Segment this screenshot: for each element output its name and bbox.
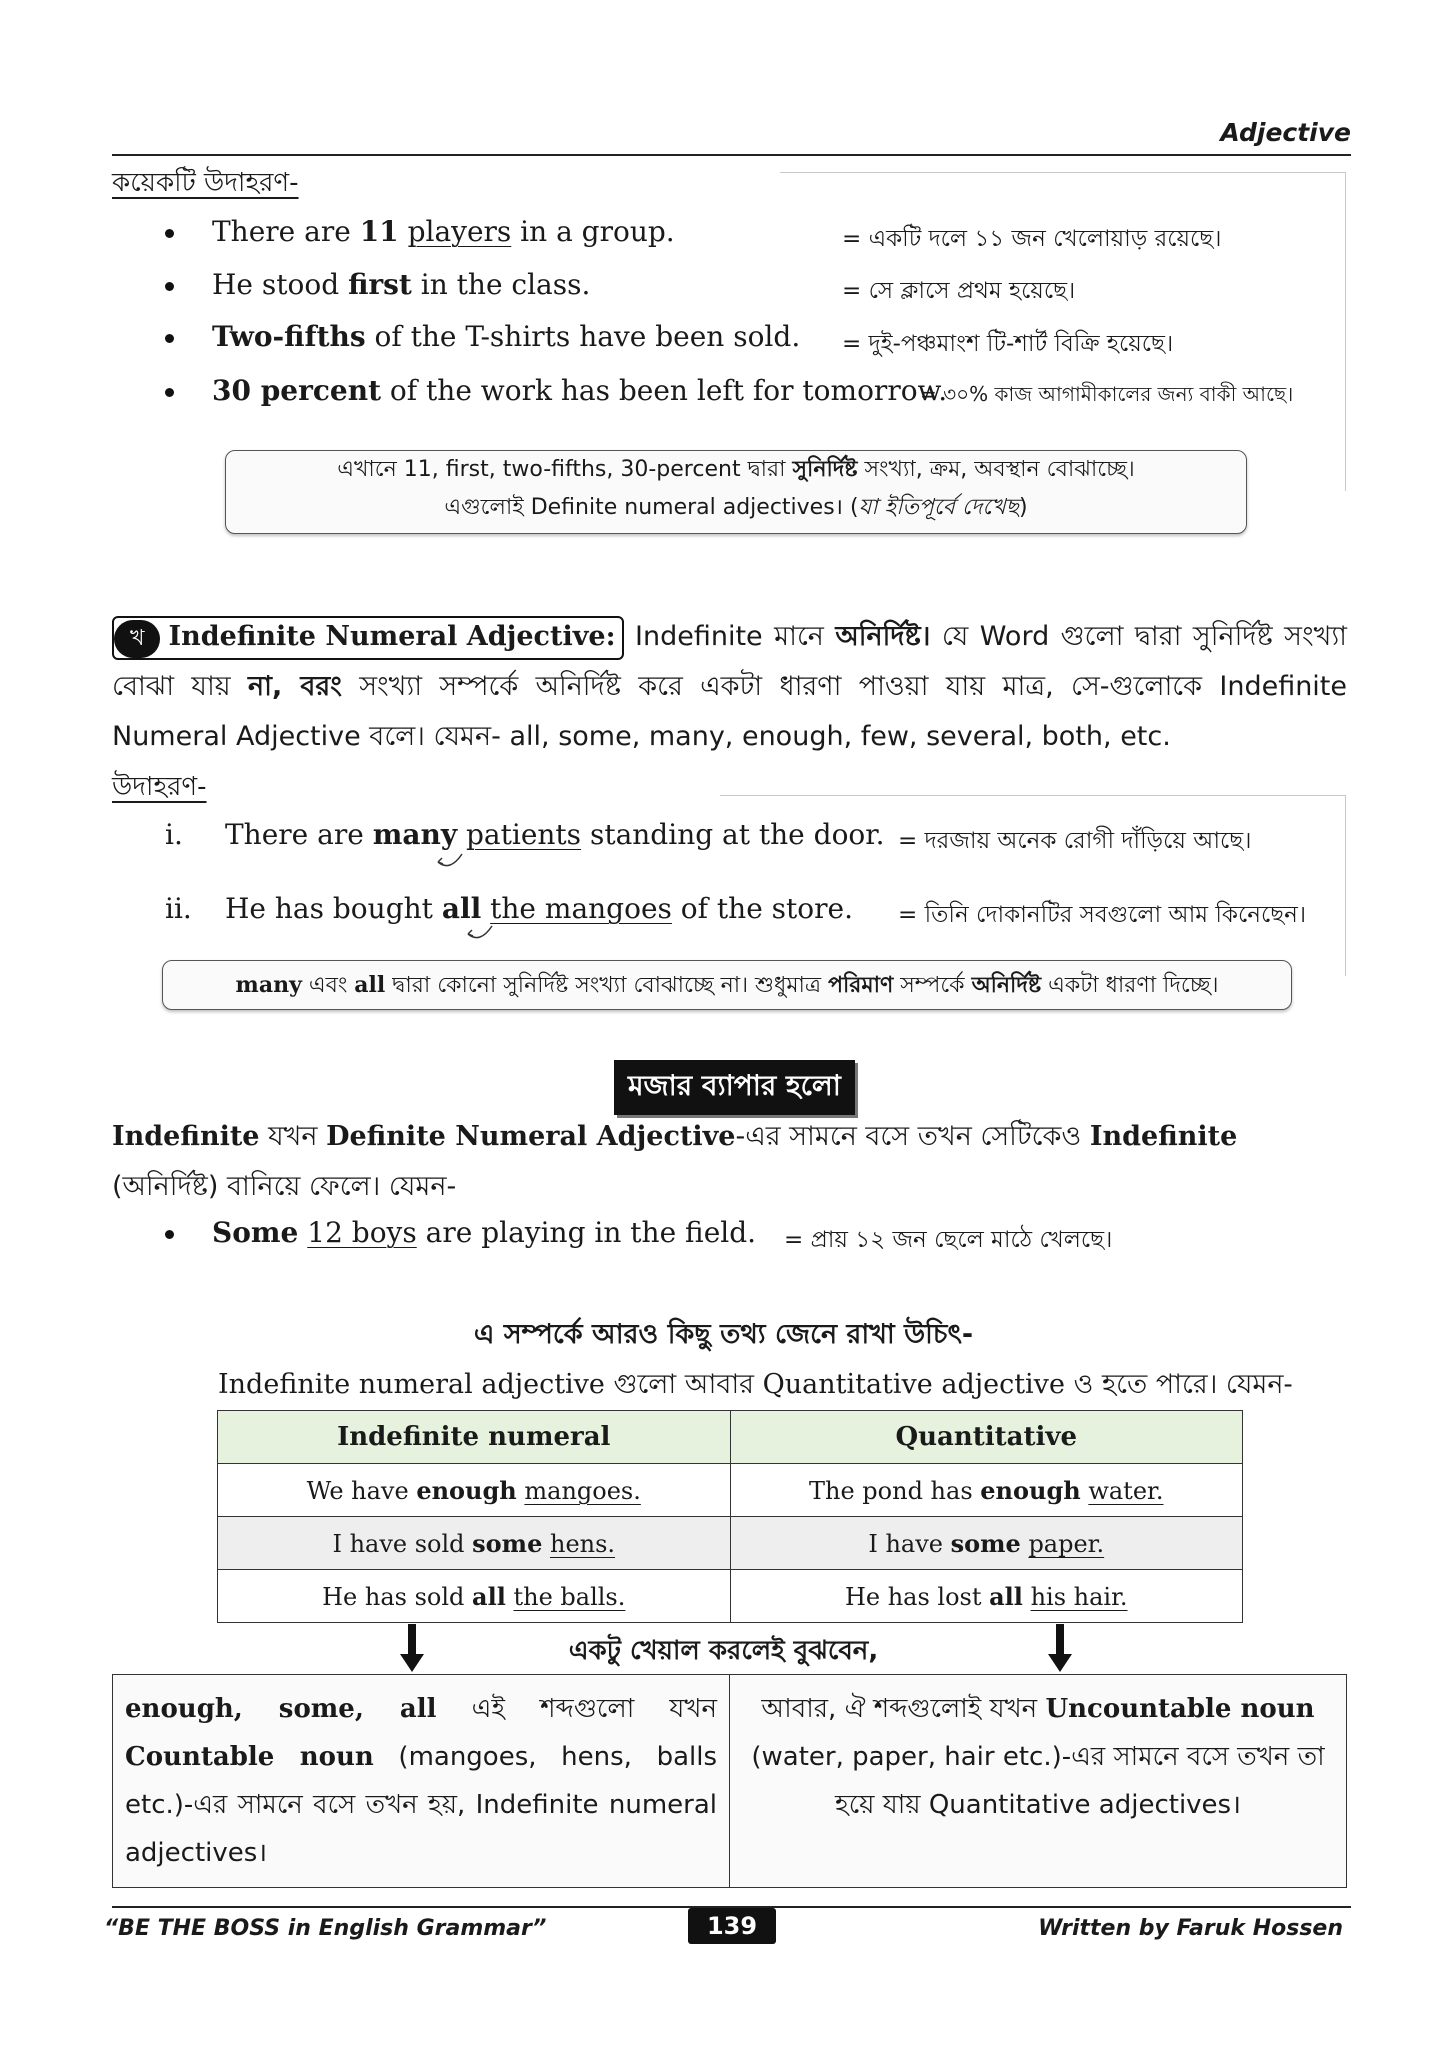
curved-arrow-icon [462, 922, 502, 946]
example-translation: = ৩০% কাজ আগামীকালের জন্য বাকী আছে। [920, 382, 1294, 406]
table-cell: I have sold some hens. [218, 1517, 731, 1570]
example-row: There are 11 players in a group. [165, 215, 675, 248]
table-row [218, 1464, 1243, 1517]
table-header-quantitative: Quantitative [730, 1411, 1243, 1464]
countable-explanation: enough, some, all এই শব্দগুলো যখন Countable noun (mangoes, hens, balls etc.)-এর সামনে বসে তখন হয়, Indefinite numeral adjectives। [113, 1675, 730, 1888]
explanation-table [112, 1674, 1347, 1888]
table-cell: He has sold all the balls. [218, 1570, 731, 1623]
examples-label-2: উদাহরণ- [112, 772, 207, 802]
page-number: 139 [688, 1908, 776, 1944]
bullet-icon [165, 1230, 174, 1239]
example-row: Two-fifths of the T-shirts have been sold. [165, 320, 800, 353]
section-tag: খ Indefinite Numeral Adjective: [112, 616, 624, 660]
indefinite-note-box: many এবং all দ্বারা কোনো সুনির্দিষ্ট সংখ্যা বোঝাচ্ছে না। শুধুমাত্র পরিমাণ সম্পর্কে অনির্দিষ্ট একটা ধারণা দিচ্ছে। [162, 960, 1292, 1010]
table-cell: He has lost all his hair. [730, 1570, 1243, 1623]
bullet-icon [165, 282, 174, 291]
quantitative-intro: Indefinite numeral adjective গুলো আবার Quantitative adjective ও হতে পারে। যেমন- [218, 1369, 1293, 1400]
examples-label: কয়েকটি উদাহরণ- [112, 168, 299, 198]
page-header-title: Adjective [1220, 118, 1351, 147]
curved-arrow-icon [432, 850, 472, 874]
down-arrow-icon [1046, 1624, 1074, 1674]
example-row: Some 12 boys are playing in the field. [165, 1216, 756, 1249]
example-row: He stood first in the class. [165, 268, 590, 301]
table-row [218, 1517, 1243, 1570]
definite-note-box [225, 450, 1247, 534]
example-translation: = একটি দলে ১১ জন খেলোয়াড় রয়েছে। [842, 226, 1222, 252]
table-cell: The pond has enough water. [730, 1464, 1243, 1517]
table-row [218, 1570, 1243, 1623]
section-letter-badge: খ [114, 620, 160, 658]
note-line-2: এগুলোই Definite numeral adjectives। (যা ইতিপূর্বে দেখেছ) [444, 495, 1028, 520]
bullet-icon [165, 334, 174, 343]
example-translation: = দুই-পঞ্চমাংশ টি-শার্ট বিক্রি হয়েছে। [842, 331, 1174, 357]
example-translation: = তিনি দোকানটির সবগুলো আম কিনেছেন। [898, 902, 1307, 928]
indefinite-definition: খ Indefinite Numeral Adjective: Indefinite মানে অনির্দিষ্ট। যে Word গুলো দ্বারা সুনির্দিষ্ট সংখ্যা বোঝা যায় না, বরং সংখ্যা সম্পর্কে অনির্দিষ্ট করে একটা ধারণা পাওয়া যায় মাত্র, সে-গুলোকে Indefinite Numeral Adjective বলে। যেমন- all, some, many, enough, few, several, both, etc. [112, 612, 1347, 762]
bullet-icon [165, 229, 174, 238]
book-title: “BE THE BOSS in English Grammar” [104, 1916, 547, 1941]
example-row: ii. He has bought all the mangoes of the store. [165, 892, 854, 925]
more-info-title: এ সম্পর্কে আরও কিছু তথ্য জেনে রাখা উচিৎ- [473, 1319, 974, 1350]
notice-text: একটু খেয়াল করলেই বুঝবেন, [568, 1636, 879, 1666]
uncountable-explanation: আবার, ঐ শব্দগুলোই যখন Uncountable noun (water, paper, hair etc.)-এর সামনে বসে তখন তা হয়ে যায় Quantitative adjectives। [730, 1675, 1347, 1888]
fun-fact-title: মজার ব্যাপার হলো [614, 1060, 855, 1115]
example-translation: = প্রায় ১২ জন ছেলে মাঠে খেলছে। [784, 1227, 1113, 1253]
example-row: i. There are many patients standing at the door. [165, 818, 885, 851]
comparison-table [217, 1410, 1243, 1623]
example-translation: = দরজায় অনেক রোগী দাঁড়িয়ে আছে। [898, 828, 1252, 854]
table-cell: I have some paper. [730, 1517, 1243, 1570]
example-row: 30 percent of the work has been left for tomorrow. [165, 374, 947, 407]
table-cell: We have enough mangoes. [218, 1464, 731, 1517]
note-line-1: এখানে 11, first, two-fifths, 30-percent দ্বারা সুনির্দিষ্ট সংখ্যা, ক্রম, অবস্থান বোঝাচ্ছে। [337, 457, 1135, 482]
author-credit: Written by Faruk Hossen [1038, 1916, 1343, 1941]
table-header-indefinite: Indefinite numeral [218, 1411, 731, 1464]
fun-fact-paragraph: Indefinite যখন Definite Numeral Adjective-এর সামনে বসে তখন সেটিকেও Indefinite (অনির্দিষ্ট) বানিয়ে ফেলে। যেমন- [112, 1121, 1238, 1202]
header-rule [112, 154, 1351, 156]
example-translation: = সে ক্লাসে প্রথম হয়েছে। [842, 278, 1076, 304]
bullet-icon [165, 388, 174, 397]
